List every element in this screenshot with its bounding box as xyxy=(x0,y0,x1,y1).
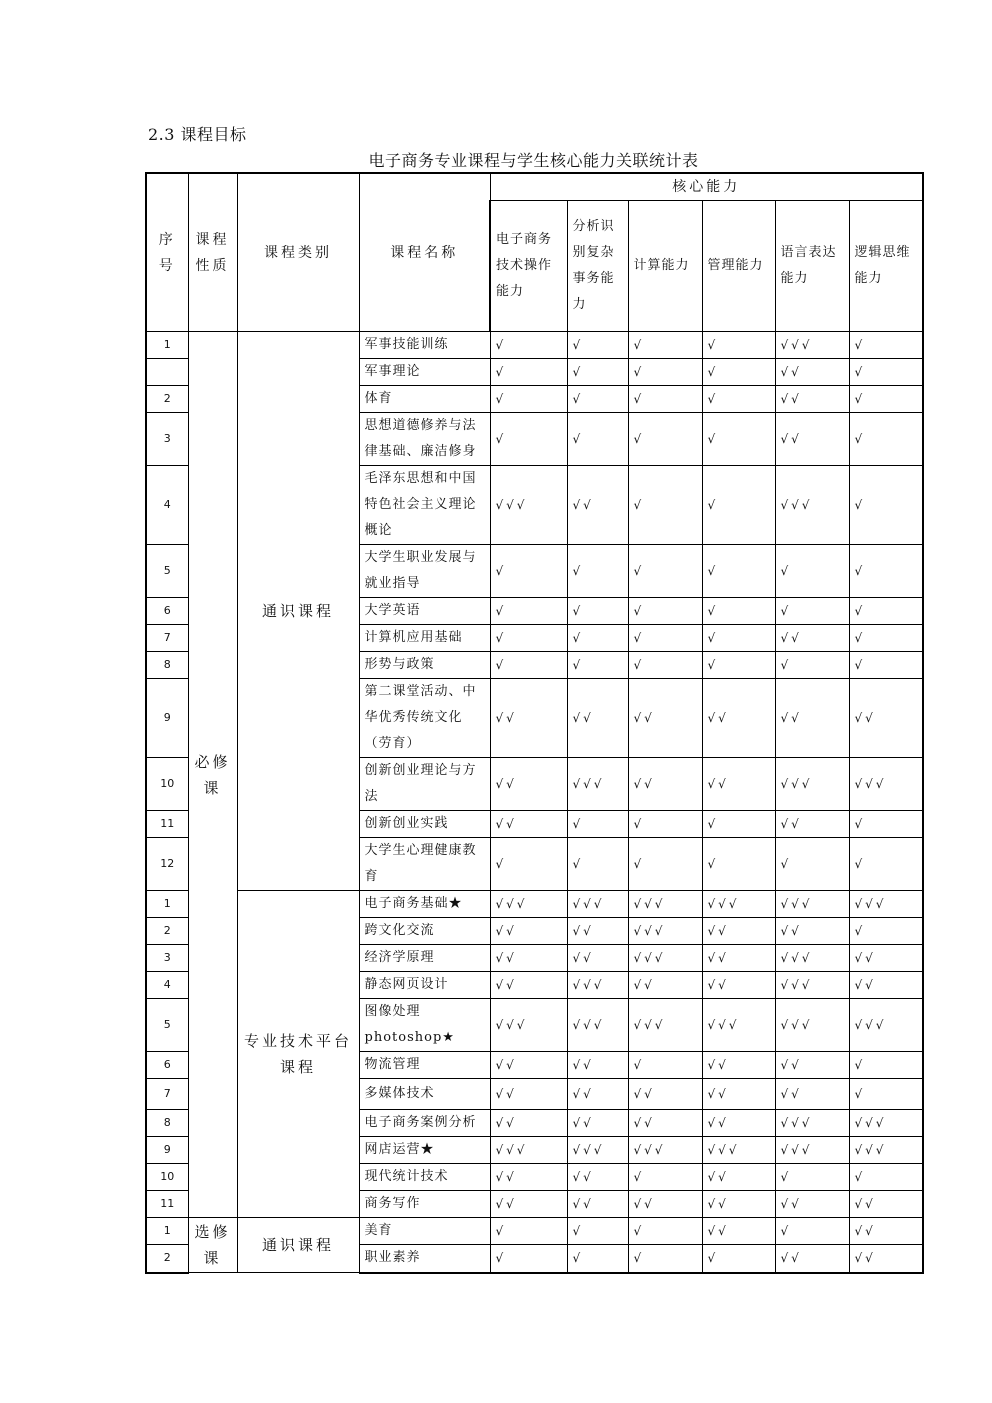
ability-mark-2: √√√ xyxy=(567,891,628,918)
ability-mark-4: √√ xyxy=(702,1052,775,1079)
ability-mark-4: √ xyxy=(702,386,775,413)
table-row xyxy=(146,891,923,918)
header-course-name: 课程名称 xyxy=(359,173,490,332)
row-seq: 1 xyxy=(146,332,188,359)
ability-mark-6: √ xyxy=(849,1052,923,1079)
ability-mark-6: √ xyxy=(849,811,923,838)
header-ability-5: 语言表达能力 xyxy=(775,201,849,332)
ability-mark-1: √√ xyxy=(490,1164,567,1191)
ability-mark-3: √ xyxy=(628,811,702,838)
ability-mark-2: √ xyxy=(567,1218,628,1245)
ability-mark-4: √√ xyxy=(702,758,775,811)
course-name: 军事理论 xyxy=(359,359,490,386)
ability-mark-6: √√√ xyxy=(849,891,923,918)
ability-mark-6: √√√ xyxy=(849,758,923,811)
ability-mark-5: √ xyxy=(775,598,849,625)
ability-mark-4: √√ xyxy=(702,972,775,999)
ability-mark-4: √ xyxy=(702,466,775,545)
ability-mark-1: √√√ xyxy=(490,466,567,545)
row-seq: 9 xyxy=(146,679,188,758)
ability-mark-2: √ xyxy=(567,545,628,598)
table-caption: 电子商务专业课程与学生核心能力关联统计表 xyxy=(368,151,699,170)
ability-mark-6: √√√ xyxy=(849,1137,923,1164)
ability-mark-4: √ xyxy=(702,838,775,891)
course-name: 计算机应用基础 xyxy=(359,625,490,652)
ability-mark-2: √√√ xyxy=(567,999,628,1052)
course-name: 创新创业理论与方法 xyxy=(359,758,490,811)
ability-mark-2: √ xyxy=(567,625,628,652)
header-ability-1: 电子商务技术操作能力 xyxy=(490,201,567,332)
ability-mark-4: √ xyxy=(702,359,775,386)
ability-mark-5: √√√ xyxy=(775,466,849,545)
ability-mark-1: √√ xyxy=(490,972,567,999)
ability-mark-6: √ xyxy=(849,598,923,625)
course-name: 图像处理photoshop★ xyxy=(359,999,490,1052)
ability-mark-3: √ xyxy=(628,1164,702,1191)
ability-mark-6: √√ xyxy=(849,1191,923,1218)
ability-mark-2: √√√ xyxy=(567,1137,628,1164)
ability-mark-2: √√ xyxy=(567,1191,628,1218)
ability-mark-3: √ xyxy=(628,466,702,545)
course-name: 职业素养 xyxy=(359,1245,490,1273)
ability-mark-4: √√ xyxy=(702,1164,775,1191)
course-name: 电子商务案例分析 xyxy=(359,1110,490,1137)
ability-mark-1: √ xyxy=(490,332,567,359)
ability-mark-5: √√√ xyxy=(775,891,849,918)
ability-mark-6: √ xyxy=(849,838,923,891)
ability-mark-4: √√ xyxy=(702,679,775,758)
row-seq: 2 xyxy=(146,386,188,413)
ability-mark-3: √√√ xyxy=(628,1137,702,1164)
ability-mark-6: √ xyxy=(849,545,923,598)
ability-mark-2: √ xyxy=(567,359,628,386)
course-name: 多媒体技术 xyxy=(359,1079,490,1110)
nature-required: 必修课 xyxy=(188,332,237,1218)
ability-mark-1: √√ xyxy=(490,811,567,838)
ability-mark-3: √√ xyxy=(628,1110,702,1137)
ability-mark-2: √ xyxy=(567,811,628,838)
course-name: 大学英语 xyxy=(359,598,490,625)
ability-mark-2: √ xyxy=(567,413,628,466)
ability-mark-2: √√ xyxy=(567,466,628,545)
ability-mark-2: √√ xyxy=(567,918,628,945)
table-body xyxy=(146,173,923,1273)
course-name: 体育 xyxy=(359,386,490,413)
ability-mark-6: √√ xyxy=(849,679,923,758)
ability-mark-5: √√ xyxy=(775,1079,849,1110)
ability-mark-6: √ xyxy=(849,466,923,545)
ability-mark-5: √ xyxy=(775,838,849,891)
ability-mark-2: √√ xyxy=(567,1110,628,1137)
table-row xyxy=(146,1218,923,1245)
category-elective-general: 通识课程 xyxy=(237,1218,359,1273)
course-name: 形势与政策 xyxy=(359,652,490,679)
ability-mark-1: √√√ xyxy=(490,999,567,1052)
ability-mark-6: √ xyxy=(849,652,923,679)
ability-mark-2: √√ xyxy=(567,1079,628,1110)
ability-mark-5: √√ xyxy=(775,811,849,838)
ability-mark-2: √ xyxy=(567,1245,628,1273)
ability-mark-2: √ xyxy=(567,386,628,413)
ability-mark-4: √ xyxy=(702,625,775,652)
ability-mark-5: √√√ xyxy=(775,758,849,811)
ability-mark-4: √ xyxy=(702,811,775,838)
row-seq: 8 xyxy=(146,652,188,679)
ability-mark-5: √√ xyxy=(775,359,849,386)
ability-mark-4: √√ xyxy=(702,1218,775,1245)
ability-mark-3: √ xyxy=(628,1052,702,1079)
ability-mark-1: √√ xyxy=(490,1052,567,1079)
ability-mark-5: √√ xyxy=(775,1191,849,1218)
ability-mark-5: √√√ xyxy=(775,1110,849,1137)
ability-mark-2: √√ xyxy=(567,1052,628,1079)
ability-mark-1: √√ xyxy=(490,1191,567,1218)
ability-mark-5: √ xyxy=(775,1164,849,1191)
ability-mark-5: √√√ xyxy=(775,945,849,972)
row-seq: 3 xyxy=(146,413,188,466)
ability-mark-6: √ xyxy=(849,625,923,652)
ability-mark-3: √ xyxy=(628,625,702,652)
header-category: 课程类别 xyxy=(237,173,359,332)
ability-mark-5: √√ xyxy=(775,918,849,945)
ability-mark-1: √√ xyxy=(490,1079,567,1110)
ability-mark-5: √√ xyxy=(775,1052,849,1079)
row-seq: 4 xyxy=(146,466,188,545)
course-name: 跨文化交流 xyxy=(359,918,490,945)
ability-mark-5: √√√ xyxy=(775,332,849,359)
row-seq: 2 xyxy=(146,1245,188,1273)
ability-mark-5: √√ xyxy=(775,413,849,466)
row-seq: 10 xyxy=(146,1164,188,1191)
ability-mark-6: √√√ xyxy=(849,999,923,1052)
ability-mark-6: √√ xyxy=(849,1218,923,1245)
ability-mark-6: √ xyxy=(849,1164,923,1191)
ability-mark-1: √√ xyxy=(490,679,567,758)
section-title: 2.3 课程目标 xyxy=(148,125,247,144)
ability-mark-2: √√√ xyxy=(567,758,628,811)
category-general: 通识课程 xyxy=(237,332,359,891)
row-seq: 11 xyxy=(146,1191,188,1218)
ability-mark-1: √√ xyxy=(490,945,567,972)
ability-mark-1: √ xyxy=(490,838,567,891)
ability-mark-5: √√√ xyxy=(775,972,849,999)
ability-mark-6: √√ xyxy=(849,945,923,972)
ability-mark-3: √ xyxy=(628,413,702,466)
course-name: 经济学原理 xyxy=(359,945,490,972)
ability-mark-4: √√ xyxy=(702,945,775,972)
ability-mark-3: √√ xyxy=(628,1079,702,1110)
ability-mark-1: √ xyxy=(490,598,567,625)
ability-mark-4: √ xyxy=(702,332,775,359)
ability-mark-1: √√√ xyxy=(490,891,567,918)
row-seq: 7 xyxy=(146,625,188,652)
row-seq: 5 xyxy=(146,545,188,598)
header-seq: 序号 xyxy=(146,173,188,332)
row-seq: 5 xyxy=(146,999,188,1052)
ability-mark-1: √√ xyxy=(490,758,567,811)
ability-mark-3: √ xyxy=(628,838,702,891)
ability-mark-2: √ xyxy=(567,598,628,625)
course-name: 思想道德修养与法律基础、廉洁修身 xyxy=(359,413,490,466)
course-name: 大学生职业发展与就业指导 xyxy=(359,545,490,598)
ability-mark-4: √ xyxy=(702,1245,775,1273)
row-seq: 11 xyxy=(146,811,188,838)
row-seq: 3 xyxy=(146,945,188,972)
ability-mark-3: √√√ xyxy=(628,945,702,972)
ability-mark-6: √ xyxy=(849,918,923,945)
ability-mark-4: √ xyxy=(702,652,775,679)
course-name: 美育 xyxy=(359,1218,490,1245)
ability-mark-6: √ xyxy=(849,332,923,359)
ability-mark-4: √√√ xyxy=(702,1137,775,1164)
ability-mark-3: √ xyxy=(628,598,702,625)
ability-mark-1: √√ xyxy=(490,918,567,945)
ability-mark-6: √ xyxy=(849,1079,923,1110)
ability-mark-2: √√ xyxy=(567,945,628,972)
ability-mark-2: √√ xyxy=(567,1164,628,1191)
ability-mark-1: √√ xyxy=(490,1110,567,1137)
ability-mark-1: √ xyxy=(490,1245,567,1273)
ability-mark-6: √√ xyxy=(849,972,923,999)
ability-mark-3: √ xyxy=(628,386,702,413)
category-platform: 专业技术平台课程 xyxy=(237,891,359,1218)
ability-mark-2: √√ xyxy=(567,679,628,758)
ability-mark-5: √√ xyxy=(775,625,849,652)
ability-mark-3: √ xyxy=(628,1245,702,1273)
row-seq: 6 xyxy=(146,1052,188,1079)
row-seq: 2 xyxy=(146,918,188,945)
course-name: 现代统计技术 xyxy=(359,1164,490,1191)
row-seq: 1 xyxy=(146,891,188,918)
ability-mark-3: √√ xyxy=(628,972,702,999)
row-seq xyxy=(146,359,188,386)
table-row xyxy=(146,332,923,359)
course-name: 创新创业实践 xyxy=(359,811,490,838)
ability-mark-3: √√√ xyxy=(628,891,702,918)
ability-mark-5: √ xyxy=(775,1218,849,1245)
ability-mark-3: √ xyxy=(628,1218,702,1245)
ability-mark-3: √ xyxy=(628,332,702,359)
ability-mark-2: √ xyxy=(567,652,628,679)
ability-mark-6: √√ xyxy=(849,1245,923,1273)
course-name: 网店运营★ xyxy=(359,1137,490,1164)
course-ability-table xyxy=(145,172,924,1274)
nature-elective: 选修课 xyxy=(188,1218,237,1273)
ability-mark-3: √√ xyxy=(628,1191,702,1218)
ability-mark-3: √ xyxy=(628,545,702,598)
course-name: 物流管理 xyxy=(359,1052,490,1079)
ability-mark-6: √√√ xyxy=(849,1110,923,1137)
header-nature: 课程性质 xyxy=(188,173,237,332)
course-name: 大学生心理健康教育 xyxy=(359,838,490,891)
course-name: 电子商务基础★ xyxy=(359,891,490,918)
ability-mark-1: √ xyxy=(490,359,567,386)
ability-mark-5: √√√ xyxy=(775,999,849,1052)
header-ability-4: 管理能力 xyxy=(702,201,775,332)
ability-mark-1: √ xyxy=(490,652,567,679)
ability-mark-1: √√√ xyxy=(490,1137,567,1164)
ability-mark-2: √√√ xyxy=(567,972,628,999)
course-name: 静态网页设计 xyxy=(359,972,490,999)
header-ability-2: 分析识别复杂事务能力 xyxy=(567,201,628,332)
ability-mark-6: √ xyxy=(849,413,923,466)
ability-mark-4: √ xyxy=(702,598,775,625)
ability-mark-1: √ xyxy=(490,413,567,466)
header-ability-6: 逻辑思维能力 xyxy=(849,201,923,332)
ability-mark-5: √√√ xyxy=(775,1137,849,1164)
ability-mark-5: √√ xyxy=(775,679,849,758)
ability-mark-4: √√ xyxy=(702,1079,775,1110)
ability-mark-6: √ xyxy=(849,359,923,386)
ability-mark-1: √ xyxy=(490,386,567,413)
ability-mark-3: √√ xyxy=(628,758,702,811)
course-name: 第二课堂活动、中华优秀传统文化（劳育） xyxy=(359,679,490,758)
row-seq: 1 xyxy=(146,1218,188,1245)
ability-mark-4: √√ xyxy=(702,918,775,945)
course-name: 商务写作 xyxy=(359,1191,490,1218)
ability-mark-2: √ xyxy=(567,332,628,359)
ability-mark-5: √√ xyxy=(775,1245,849,1273)
ability-mark-4: √√√ xyxy=(702,999,775,1052)
ability-mark-5: √ xyxy=(775,545,849,598)
row-seq: 4 xyxy=(146,972,188,999)
ability-mark-4: √√ xyxy=(702,1191,775,1218)
header-core-ability: 核心能力 xyxy=(490,173,923,201)
header-ability-3: 计算能力 xyxy=(628,201,702,332)
ability-mark-4: √ xyxy=(702,545,775,598)
ability-mark-1: √ xyxy=(490,545,567,598)
ability-mark-3: √√ xyxy=(628,679,702,758)
ability-mark-4: √√√ xyxy=(702,891,775,918)
ability-mark-3: √ xyxy=(628,652,702,679)
ability-mark-1: √ xyxy=(490,625,567,652)
row-seq: 8 xyxy=(146,1110,188,1137)
row-seq: 7 xyxy=(146,1079,188,1110)
ability-mark-2: √ xyxy=(567,838,628,891)
course-name: 军事技能训练 xyxy=(359,332,490,359)
ability-mark-4: √ xyxy=(702,413,775,466)
ability-mark-3: √ xyxy=(628,359,702,386)
ability-mark-1: √ xyxy=(490,1218,567,1245)
ability-mark-5: √ xyxy=(775,652,849,679)
ability-mark-3: √√√ xyxy=(628,999,702,1052)
row-seq: 10 xyxy=(146,758,188,811)
ability-mark-6: √ xyxy=(849,386,923,413)
row-seq: 6 xyxy=(146,598,188,625)
row-seq: 12 xyxy=(146,838,188,891)
course-name: 毛泽东思想和中国特色社会主义理论概论 xyxy=(359,466,490,545)
row-seq: 9 xyxy=(146,1137,188,1164)
ability-mark-3: √√√ xyxy=(628,918,702,945)
ability-mark-4: √√ xyxy=(702,1110,775,1137)
ability-mark-5: √√ xyxy=(775,386,849,413)
